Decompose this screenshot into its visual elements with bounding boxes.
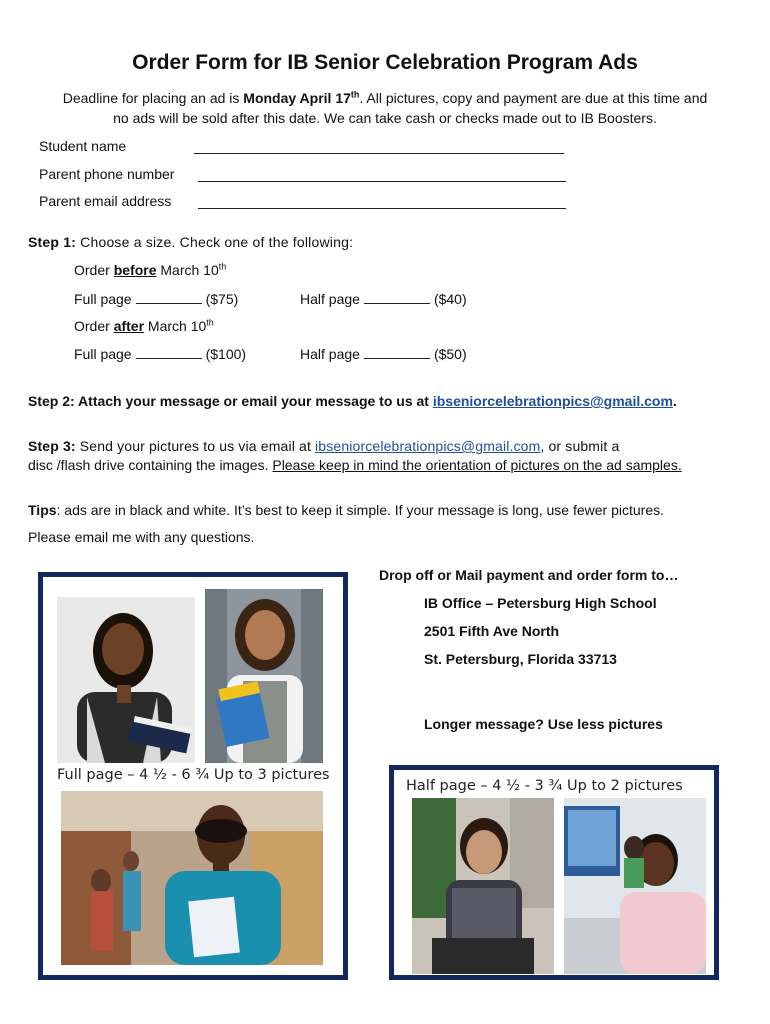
- dropoff-address-line-3: St. Petersburg, Florida 33713: [424, 651, 617, 667]
- full-page-after-option[interactable]: Full page ($100): [74, 346, 247, 362]
- intro-line-1: Deadline for placing an ad is Monday April 17th. All pictures, copy and payment are due at this time and: [62, 89, 708, 106]
- half-page-before-option[interactable]: Half page ($40): [300, 291, 467, 307]
- step3-line-2: disc /flash drive containing the images. Please keep in mind the orientation of pictures on the ad samples.: [28, 457, 682, 473]
- full-page-before-option[interactable]: Full page ($75): [74, 291, 239, 307]
- half-page-after-option[interactable]: Half page ($50): [300, 346, 467, 362]
- order-before-label: Order before March 10th: [74, 261, 227, 278]
- student-photo-2: [205, 589, 323, 763]
- parent-phone-label: Parent phone number: [39, 166, 175, 182]
- deadline-date: Monday April 17: [243, 90, 351, 106]
- dropoff-address-line-1: IB Office – Petersburg High School: [424, 595, 657, 611]
- parent-phone-field[interactable]: [198, 181, 566, 182]
- step1-heading: Step 1: Choose a size. Check one of the following:: [28, 234, 354, 250]
- order-after-label: Order after March 10th: [74, 317, 214, 334]
- step3-email-link[interactable]: ibseniorcelebrationpics@gmail.com: [315, 438, 541, 454]
- student-photo-5: [564, 798, 706, 974]
- full-before-blank[interactable]: [136, 291, 202, 304]
- step2-email-link[interactable]: ibseniorcelebrationpics@gmail.com: [432, 393, 673, 409]
- parent-email-field[interactable]: [198, 208, 566, 209]
- half-after-blank[interactable]: [364, 346, 430, 359]
- longer-message-note: Longer message? Use less pictures: [424, 716, 663, 732]
- step2-text: Step 2: Attach your message or email your message to us at ibseniorcelebrationpics@gmail.com.: [28, 393, 677, 409]
- student-photo-3: [61, 791, 323, 965]
- tips-line-2: Please email me with any questions.: [28, 529, 255, 545]
- student-photo-1: [57, 597, 195, 763]
- page-title: Order Form for IB Senior Celebration Program Ads: [132, 51, 638, 74]
- student-photo-4: [412, 798, 554, 974]
- dropoff-address-line-2: 2501 Fifth Ave North: [424, 623, 560, 639]
- intro-line-2: no ads will be sold after this date. We can take cash or checks made out to IB Boosters.: [113, 110, 657, 126]
- half-before-blank[interactable]: [364, 291, 430, 304]
- intro-paragraph: [0, 88, 770, 128]
- dropoff-heading: Drop off or Mail payment and order form to…: [379, 567, 679, 583]
- full-page-ad-sample: [38, 572, 348, 980]
- parent-email-label: Parent email address: [39, 193, 172, 209]
- student-name-label: Student name: [39, 138, 127, 154]
- step3-line-1: Step 3: Send your pictures to us via email at ibseniorcelebrationpics@gmail.com, or submit a: [28, 438, 620, 454]
- half-page-caption: Half page – 4 ½ - 3 ¾ Up to 2 pictures: [406, 778, 683, 794]
- tips-line-1: Tips: ads are in black and white. It’s best to keep it simple. If your message is long, use fewer pictures.: [28, 502, 665, 518]
- half-page-ad-sample: [389, 765, 719, 980]
- student-name-field[interactable]: [194, 153, 564, 154]
- full-after-blank[interactable]: [136, 346, 202, 359]
- full-page-caption: Full page – 4 ½ - 6 ¾ Up to 3 pictures: [57, 767, 330, 783]
